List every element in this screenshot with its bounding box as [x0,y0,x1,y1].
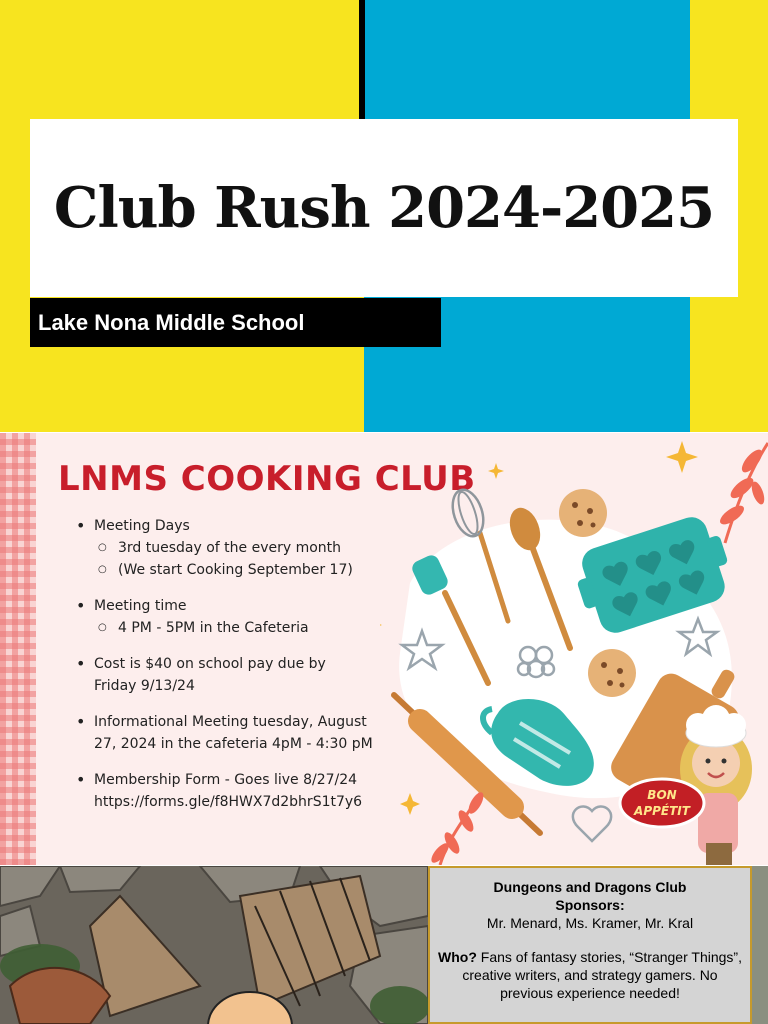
leaf-branch-icon [717,443,768,543]
right-edge-strip [752,866,768,1024]
sparkle-icon [400,793,420,815]
leaf-branch-icon [428,790,486,865]
cookie-icon [559,489,607,537]
bon-appetit-badge [620,779,704,827]
meeting-days-detail: ○ 3rd tuesday of the every month [92,537,406,559]
cooking-illustration [380,433,768,865]
sparkle-icon [380,611,382,639]
black-divider-line [359,0,365,120]
membership-form-item: • Membership Form - Goes live 8/27/24 https://forms.gle/f8HWX7d2bhrS1t7y6 [76,769,406,813]
sponsors-list: Mr. Menard, Ms. Kramer, Mr. Kral [486,915,694,931]
cooking-club-slide [0,433,768,865]
dnd-info-card [428,866,752,1024]
who-description: Who? Fans of fantasy stories, “Stranger Things”, creative writers, and strategy gamers. No previous experience needed! [438,949,742,1001]
sponsors-label: Sponsors: [555,897,625,913]
meeting-days-start: ○ (We start Cooking September 17) [92,559,406,581]
gingham-border [0,433,36,865]
cost-item: • Cost is $40 on school pay due by Friday 9/13/24 [76,653,406,697]
meeting-time-detail: ○ 4 PM - 5PM in the Cafeteria [92,617,406,639]
dragon-photo [0,866,428,1024]
membership-form-link[interactable]: https://forms.gle/f8HWX7d2bhrS1t7y6 [94,794,363,810]
info-meeting-item: • Informational Meeting tuesday, August 27, 2024 in the cafeteria 4pM - 4:30 pM [76,711,406,755]
cookie-icon [588,649,636,697]
school-name-bar: Lake Nona Middle School [30,298,441,347]
slide-title: Club Rush 2024-2025 [53,175,715,241]
title-slide [0,0,768,432]
dnd-club-slide [0,866,768,1024]
sparkle-icon [488,463,504,479]
cooking-club-heading: LNMS COOKING CLUB [58,459,476,499]
meeting-time-item: • Meeting time [76,595,406,617]
heart-outline-icon [573,806,611,841]
title-box [30,119,738,297]
cooking-club-details [76,515,406,813]
svg-text:BON: BON [647,788,677,802]
dnd-club-title: Dungeons and Dragons Club [493,879,687,895]
svg-text:APPÉTIT: APPÉTIT [634,804,690,818]
meeting-days-item: • Meeting Days [76,515,406,537]
sparkle-icon [666,441,698,473]
